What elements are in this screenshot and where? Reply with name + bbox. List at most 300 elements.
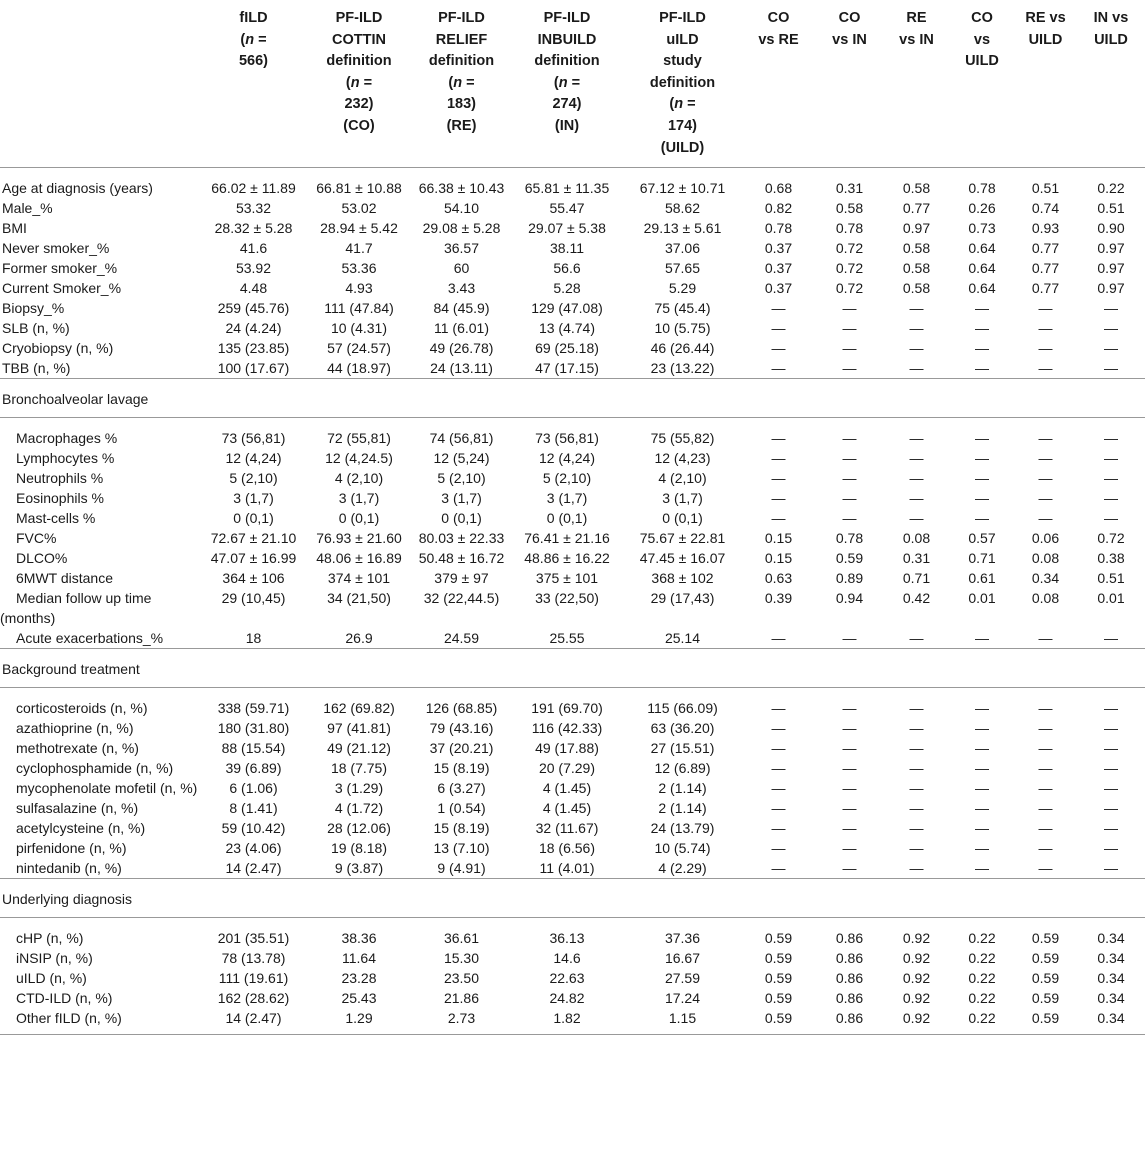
cohort-value-cell: 44 (18.97) [327, 359, 391, 376]
cohort-value-cell: 24.59 [443, 629, 480, 646]
cohort-value-cell: 12 (5,24) [433, 449, 490, 466]
p-value-cell: — [1104, 799, 1118, 816]
p-value-cell: — [909, 469, 924, 486]
p-value-cell: 0.59 [835, 549, 864, 566]
cohort-value-cell: 14.6 [553, 949, 581, 966]
cohort-value-cell: 1.29 [305, 1008, 413, 1035]
table-row [0, 548, 1145, 568]
cohort-value-cell: 69 (25.18) [535, 339, 599, 356]
p-value-cell: 0.42 [902, 589, 931, 606]
cohort-value-cell: 201 (35.51) [217, 929, 290, 946]
cohort-value-cell: 11.64 [342, 949, 376, 966]
cohort-value-cell: 13 (4.74) [538, 319, 596, 336]
cohort-value-cell: 4 (1.45) [542, 779, 592, 796]
p-value-cell: 0.72 [835, 239, 864, 256]
cohort-value-cell: 49 (21.12) [327, 739, 391, 756]
p-value-cell: 0.37 [764, 279, 793, 296]
cohort-value-cell: 259 (45.76) [217, 299, 290, 316]
cohort-value-cell: 37 (20.21) [429, 739, 494, 756]
row-label: mycophenolate mofetil (n, %) [16, 779, 198, 796]
cohort-value-cell: 28 (12.06) [327, 819, 391, 836]
p-value-cell: 0.68 [764, 179, 793, 196]
cohort-value-cell: 37.06 [664, 239, 701, 256]
row-label: Macrophages % [16, 429, 118, 446]
p-value-cell: 0.58 [902, 279, 931, 296]
p-value-cell: 0.77 [1031, 239, 1060, 256]
cohort-value-cell: 78 (13.78) [221, 949, 286, 966]
row-label: Lymphocytes % [16, 449, 115, 466]
p-value-cell: — [909, 799, 924, 816]
table-row [0, 948, 1145, 968]
p-value-cell: 0.86 [835, 969, 864, 986]
table-row [0, 488, 1145, 508]
p-value-cell: — [1104, 699, 1118, 716]
cohort-value-cell: 67.12 ± 10.71 [639, 179, 726, 196]
cohort-value-cell: 9 (4.91) [437, 859, 486, 876]
cohort-value-cell: 100 (17.67) [217, 359, 290, 376]
table-row [0, 318, 1145, 338]
cohort-value-cell: 18 [245, 629, 262, 646]
p-value-cell: 0.90 [1097, 219, 1125, 236]
table-row [0, 838, 1145, 858]
p-value-cell: — [1038, 629, 1053, 646]
p-value-cell: 0.64 [968, 259, 996, 276]
table-row [0, 218, 1145, 238]
cohort-value-cell: 84 (45.9) [433, 299, 490, 316]
p-value-cell: — [1038, 429, 1053, 446]
p-value-cell: — [975, 799, 989, 816]
p-value-cell: 0.71 [902, 569, 931, 586]
cohort-value-cell: 8 (1.41) [229, 799, 278, 816]
cohort-value-cell: 3 (1,7) [546, 489, 588, 506]
p-value-cell: 0.08 [1031, 549, 1060, 566]
row-label: Neutrophils % [16, 469, 104, 486]
row-label: Current Smoker_% [2, 279, 122, 296]
p-value-cell: — [842, 299, 857, 316]
p-value-cell: — [1038, 839, 1053, 856]
row-label: FVC% [16, 529, 57, 546]
cohort-value-cell: 73 (56,81) [535, 429, 599, 446]
p-value-cell: 0.57 [968, 529, 996, 546]
p-value-cell: 0.31 [835, 179, 864, 196]
p-value-cell: 0.15 [764, 529, 793, 546]
p-value-cell: 0.15 [764, 549, 793, 566]
p-value-cell: — [842, 469, 857, 486]
p-value-cell: — [975, 719, 989, 736]
cohort-value-cell: 15 (8.19) [433, 759, 490, 776]
header-uild: PF-ILD uILD study definition (n = 174) (UILD) [624, 0, 741, 167]
p-value-cell: — [975, 779, 989, 796]
p-value-cell: 0.73 [968, 219, 996, 236]
cohort-value-cell: 32 (11.67) [535, 819, 599, 836]
cohort-value-cell: 1.82 [510, 1008, 624, 1035]
p-value-cell: — [842, 719, 857, 736]
table-row [0, 508, 1145, 528]
cohort-value-cell: 11 (4.01) [539, 859, 595, 876]
cohort-value-cell: 18 (7.75) [330, 759, 388, 776]
p-value-cell: 0.72 [1097, 529, 1125, 546]
cohort-value-cell: 75 (55,82) [650, 429, 715, 446]
p-value-cell: — [771, 489, 786, 506]
p-value-cell: 0.63 [764, 569, 793, 586]
cohort-value-cell: 16.67 [664, 949, 701, 966]
cohort-value-cell: 4 (1.45) [542, 799, 592, 816]
p-value-cell: 0.72 [835, 259, 864, 276]
cohort-value-cell: 18 (6.56) [538, 839, 596, 856]
cohort-value-cell: 80.03 ± 22.33 [418, 529, 505, 546]
cohort-value-cell: 0 (0,1) [441, 509, 482, 526]
header-re-vs-in: RE vs IN [883, 0, 950, 167]
cohort-value-cell: 29.13 ± 5.61 [643, 219, 722, 236]
cohort-value-cell: 27.59 [664, 969, 701, 986]
p-value-cell: — [1104, 469, 1118, 486]
cohort-value-cell: 76.41 ± 21.16 [524, 529, 610, 546]
table-row [0, 988, 1145, 1008]
p-value-cell: — [771, 629, 786, 646]
cohort-value-cell: 38.36 [341, 929, 377, 946]
table-row [0, 778, 1145, 798]
cohort-value-cell: 129 (47.08) [531, 299, 603, 316]
p-value-cell: — [975, 319, 989, 336]
row-label: Mast-cells % [16, 509, 96, 526]
p-value-cell: 0.58 [902, 179, 931, 196]
p-value-cell: 0.97 [1097, 259, 1125, 276]
table-row [0, 628, 1145, 649]
row-label: Biopsy_% [2, 299, 65, 316]
cohort-value-cell: 12 (4,24) [538, 449, 596, 466]
cohort-value-cell: 12 (4,23) [654, 449, 711, 466]
cohort-value-cell: 36.61 [443, 929, 480, 946]
p-value-cell: — [842, 429, 857, 446]
cohort-value-cell: 79 (43.16) [429, 719, 494, 736]
section-title: Underlying diagnosis [0, 878, 1145, 917]
cohort-value-cell: 75.67 ± 22.81 [639, 529, 726, 546]
cohort-value-cell: 66.38 ± 10.43 [418, 179, 505, 196]
p-value-cell: — [975, 449, 989, 466]
row-label: Age at diagnosis (years) [2, 179, 153, 196]
p-value-cell: 0.22 [968, 929, 996, 946]
cohort-value-cell: 2.73 [413, 1008, 510, 1035]
row-label: iNSIP (n, %) [16, 949, 93, 966]
cohort-value-cell: 3 (1,7) [441, 489, 482, 506]
cohort-value-cell: 374 ± 101 [327, 569, 391, 586]
table-row [0, 818, 1145, 838]
cohort-value-cell: 97 (41.81) [327, 719, 391, 736]
p-value-cell: 0.34 [1031, 569, 1060, 586]
p-value-cell: 0.92 [902, 949, 931, 966]
p-value-cell: — [975, 759, 989, 776]
p-value-cell: — [975, 629, 989, 646]
cohort-value-cell: 368 ± 102 [651, 569, 714, 586]
p-value-cell: 0.64 [968, 239, 996, 256]
p-value-cell: 0.71 [968, 549, 996, 566]
p-value-cell: — [975, 739, 989, 756]
cohort-value-cell: 0 (0,1) [338, 509, 380, 526]
p-value-cell: — [909, 779, 924, 796]
cohort-value-cell: 41.7 [345, 239, 373, 256]
cohort-value-cell: 5.29 [668, 279, 697, 296]
p-value-cell: — [771, 719, 786, 736]
cohort-value-cell: 4.93 [345, 279, 373, 296]
p-value-cell: — [1104, 779, 1118, 796]
p-value-cell: 0.94 [835, 589, 864, 606]
cohort-value-cell: 53.36 [341, 259, 377, 276]
table-row [0, 858, 1145, 879]
p-value-cell: 0.51 [1031, 179, 1060, 196]
cohort-value-cell: 116 (42.33) [531, 719, 603, 736]
cohort-value-cell: 65.81 ± 11.35 [524, 179, 610, 196]
p-value-cell: — [1038, 489, 1053, 506]
cohort-value-cell: 17.24 [664, 989, 701, 1006]
p-value-cell: — [842, 739, 857, 756]
header-row [0, 0, 1145, 167]
cohort-value-cell: 41.6 [239, 239, 268, 256]
cohort-value-cell: 88 (15.54) [221, 739, 286, 756]
row-label: Male_% [2, 199, 53, 216]
cohort-value-cell: 11 (6.01) [434, 319, 489, 336]
cohort-value-cell: 0 (0,1) [546, 509, 588, 526]
p-value-cell: — [975, 339, 989, 356]
p-value-cell: 0.08 [902, 529, 931, 546]
p-value-cell: — [842, 699, 857, 716]
cohort-value-cell: 23 (4.06) [225, 839, 282, 856]
cohort-value-cell: 54.10 [443, 199, 480, 216]
cohort-value-cell: 338 (59.71) [217, 699, 290, 716]
p-value-cell: 0.58 [902, 239, 931, 256]
p-value-cell: 0.22 [968, 949, 996, 966]
p-value-cell: — [975, 299, 989, 316]
p-value-cell: 0.92 [902, 929, 931, 946]
cohort-value-cell: 180 (31.80) [217, 719, 290, 736]
p-value-cell: — [771, 799, 786, 816]
p-value-cell: 0.38 [1097, 549, 1125, 566]
p-value-cell: — [975, 839, 989, 856]
cohort-value-cell: 48.86 ± 16.22 [524, 549, 610, 566]
p-value-cell: — [771, 819, 786, 836]
cohort-value-cell: 4 (2,10) [658, 469, 707, 486]
cohort-value-cell: 23.50 [443, 969, 480, 986]
p-value-cell: — [1104, 839, 1118, 856]
table-row [0, 968, 1145, 988]
cohort-value-cell: 364 ± 106 [222, 569, 285, 586]
p-value-cell: 0.22 [950, 1008, 1014, 1035]
header-corner [0, 0, 202, 167]
p-value-cell: — [909, 719, 924, 736]
p-value-cell: — [909, 859, 924, 876]
p-value-cell: — [1038, 719, 1053, 736]
cohort-value-cell: 4.48 [239, 279, 268, 296]
row-label: methotrexate (n, %) [16, 739, 139, 756]
cohort-value-cell: 28.32 ± 5.28 [214, 219, 293, 236]
row-label: azathioprine (n, %) [16, 719, 134, 736]
cohort-value-cell: 162 (69.82) [323, 699, 395, 716]
cohort-value-cell: 66.81 ± 10.88 [316, 179, 402, 196]
row-label: Median follow up time (months) [0, 589, 152, 626]
cohort-value-cell: 3.43 [447, 279, 476, 296]
p-value-cell: — [909, 509, 924, 526]
table-row [0, 258, 1145, 278]
cohort-value-cell: 34 (21,50) [327, 589, 391, 606]
cohort-value-cell: 23 (13.22) [650, 359, 715, 376]
p-value-cell: — [842, 629, 857, 646]
p-value-cell: 0.89 [835, 569, 864, 586]
p-value-cell: — [771, 839, 786, 856]
p-value-cell: — [771, 739, 786, 756]
p-value-cell: — [909, 629, 924, 646]
p-value-cell: — [975, 489, 989, 506]
p-value-cell: — [1038, 509, 1053, 526]
cohort-value-cell: 24 (13.79) [650, 819, 715, 836]
p-value-cell: — [1038, 739, 1053, 756]
table-row [0, 338, 1145, 358]
cohort-value-cell: 14 (2.47) [225, 859, 282, 876]
p-value-cell: 0.86 [835, 929, 864, 946]
p-value-cell: — [771, 859, 786, 876]
p-value-cell: 0.64 [968, 279, 996, 296]
cohort-value-cell: 12 (4,24) [225, 449, 282, 466]
cohort-value-cell: 4 (2.29) [658, 859, 707, 876]
p-value-cell: 0.34 [1097, 989, 1125, 1006]
p-value-cell: 0.86 [835, 989, 864, 1006]
p-value-cell: 0.59 [764, 949, 793, 966]
p-value-cell: 0.22 [968, 989, 996, 1006]
p-value-cell: 0.51 [1097, 569, 1125, 586]
p-value-cell: — [842, 509, 857, 526]
p-value-cell: 0.78 [968, 179, 996, 196]
header-fild: fILD (n = 566) [202, 0, 305, 167]
cohort-value-cell: 375 ± 101 [535, 569, 599, 586]
cohort-value-cell: 29 (10,45) [221, 589, 286, 606]
p-value-cell: — [771, 359, 786, 376]
row-label: BMI [2, 219, 27, 236]
p-value-cell: — [842, 339, 857, 356]
p-value-cell: — [975, 429, 989, 446]
p-value-cell: — [771, 509, 786, 526]
p-value-cell: 0.58 [835, 199, 864, 216]
p-value-cell: — [1104, 859, 1118, 876]
cohort-value-cell: 60 [453, 259, 470, 276]
cohort-value-cell: 28.94 ± 5.42 [320, 219, 398, 236]
p-value-cell: — [1038, 779, 1053, 796]
cohort-value-cell: 53.32 [235, 199, 272, 216]
cohort-value-cell: 32 (22,44.5) [423, 589, 500, 606]
cohort-value-cell: 2 (1.14) [658, 799, 707, 816]
p-value-cell: — [975, 699, 989, 716]
cohort-value-cell: 58.62 [664, 199, 701, 216]
cohort-value-cell: 47 (17.15) [535, 359, 599, 376]
cohort-value-cell: 1 (0.54) [437, 799, 486, 816]
p-value-cell: — [842, 319, 857, 336]
row-label: DLCO% [16, 549, 68, 566]
cohort-value-cell: 162 (28.62) [217, 989, 290, 1006]
p-value-cell: — [1038, 339, 1053, 356]
cohort-value-cell: 56.6 [553, 259, 581, 276]
cohort-value-cell: 24.82 [549, 989, 585, 1006]
p-value-cell: — [1038, 699, 1053, 716]
p-value-cell: — [1104, 629, 1118, 646]
table-row [0, 198, 1145, 218]
table-body [0, 167, 1145, 1034]
row-label: cyclophosphamide (n, %) [16, 759, 174, 776]
p-value-cell: — [1038, 859, 1053, 876]
p-value-cell: 0.92 [902, 989, 931, 1006]
p-value-cell: — [842, 359, 857, 376]
section-header-row [0, 878, 1145, 917]
cohort-value-cell: 55.47 [549, 199, 585, 216]
cohort-value-cell: 24 (4.24) [225, 319, 282, 336]
cohort-value-cell: 2 (1.14) [658, 779, 707, 796]
section-header-row [0, 378, 1145, 417]
cohort-value-cell: 1.15 [624, 1008, 741, 1035]
cohort-value-cell: 22.63 [549, 969, 585, 986]
p-value-cell: 0.34 [1097, 969, 1125, 986]
cohort-value-cell: 126 (68.85) [425, 699, 498, 716]
cohort-value-cell: 25.43 [341, 989, 377, 1006]
cohort-value-cell: 12 (6.89) [654, 759, 711, 776]
p-value-cell: 0.97 [1097, 239, 1125, 256]
p-value-cell: 0.82 [764, 199, 793, 216]
header-co-vs-re: CO vs RE [741, 0, 816, 167]
header-in-vs-uild: IN vs UILD [1077, 0, 1145, 167]
cohort-value-cell: 47.45 ± 16.07 [639, 549, 726, 566]
p-value-cell: 0.92 [883, 1008, 950, 1035]
p-value-cell: — [1104, 509, 1118, 526]
row-label: cHP (n, %) [16, 929, 84, 946]
table-row [0, 298, 1145, 318]
table-row [0, 448, 1145, 468]
p-value-cell: 0.97 [902, 219, 931, 236]
section-title: Bronchoalveolar lavage [0, 378, 1145, 417]
row-label: uILD (n, %) [16, 969, 87, 986]
p-value-cell: — [909, 319, 924, 336]
p-value-cell: — [1104, 719, 1118, 736]
cohort-value-cell: 115 (66.09) [647, 699, 718, 716]
row-label: nintedanib (n, %) [16, 859, 122, 876]
p-value-cell: 0.34 [1077, 1008, 1145, 1035]
p-value-cell: 0.59 [1014, 1008, 1077, 1035]
cohort-value-cell: 29 (17,43) [650, 589, 715, 606]
p-value-cell: — [842, 839, 857, 856]
cohort-value-cell: 10 (5.74) [654, 839, 711, 856]
cohort-value-cell: 10 (4.31) [330, 319, 388, 336]
p-value-cell: 0.31 [902, 549, 931, 566]
row-label: Other fILD (n, %) [0, 1008, 202, 1035]
cohort-value-cell: 26.9 [345, 629, 373, 646]
p-value-cell: 0.59 [1031, 969, 1060, 986]
p-value-cell: — [1104, 319, 1118, 336]
row-label: Cryobiopsy (n, %) [2, 339, 114, 356]
p-value-cell: — [975, 359, 989, 376]
cohort-value-cell: 53.02 [341, 199, 377, 216]
cohort-value-cell: 49 (26.78) [429, 339, 494, 356]
p-value-cell: — [1104, 429, 1118, 446]
p-value-cell: 0.59 [1031, 929, 1060, 946]
cohort-value-cell: 21.86 [443, 989, 480, 1006]
p-value-cell: 0.77 [1031, 279, 1060, 296]
p-value-cell: — [1038, 449, 1053, 466]
row-label: SLB (n, %) [2, 319, 70, 336]
section-header-row [0, 648, 1145, 687]
table-row [0, 718, 1145, 738]
p-value-cell: 0.08 [1031, 589, 1060, 606]
p-value-cell: — [909, 839, 924, 856]
cohort-value-cell: 0 (0,1) [233, 509, 274, 526]
cohort-value-cell: 12 (4,24.5) [325, 449, 393, 466]
p-value-cell: 0.72 [835, 279, 864, 296]
p-value-cell: — [771, 779, 786, 796]
p-value-cell: 0.61 [968, 569, 996, 586]
row-label: 6MWT distance [16, 569, 113, 586]
